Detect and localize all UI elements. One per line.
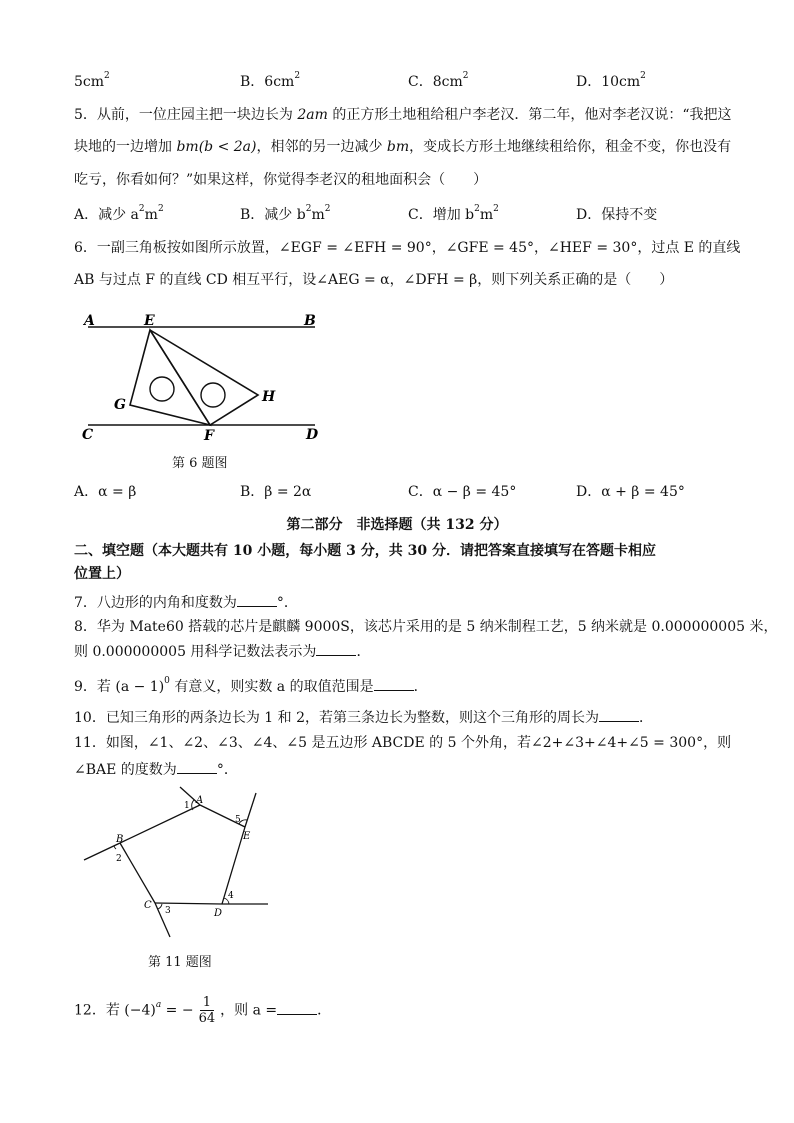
label-a: A — [84, 313, 95, 329]
q11-line-2: ∠BAE 的度数为 °． — [74, 759, 238, 780]
svg-text:E: E — [243, 831, 251, 842]
q12: 12．若 $(-4)^a$ = − $\frac{1}{64}$ ，则 a = ． — [74, 995, 332, 1026]
q8-line-2: 则 0.000000005 用科学记数法表示为 ． — [74, 641, 370, 662]
q6-option-b: B．β = 2α — [240, 484, 312, 500]
triangle-egf — [130, 330, 210, 425]
hole-right — [201, 383, 225, 407]
svg-text:C: C — [144, 900, 152, 911]
q4-option-d: D．$10cm^2$ — [576, 71, 646, 90]
q5-option-b: B．减少 $b^2m^2$ — [240, 204, 331, 223]
answer-blank — [177, 759, 217, 774]
svg-text:D: D — [214, 908, 223, 919]
q6-caption: 第 6 题图 — [172, 456, 228, 471]
hole-left — [150, 377, 174, 401]
label-d: D — [306, 427, 319, 443]
q6-line-1: 6．一副三角板按如图所示放置，∠EGF = ∠EFH = 90°，∠GFE = 45°，∠HEF = 30°，过点 E 的直线 — [74, 240, 741, 256]
svg-text:1: 1 — [184, 801, 190, 811]
label-e: E — [144, 313, 155, 329]
q5-line-2: 块地的一边增加 bm(b < 2a)，相邻的另一边减少 bm，变成长方形土地继续租给你，租金不变，你也没有 — [74, 139, 732, 155]
q5-line-3: 吃亏，你看如何？”如果这样，你觉得李老汉的租地面积会（ ） — [74, 172, 488, 188]
section-heading-line-2: 位置上） — [74, 566, 130, 582]
section-heading-line-1: 二、填空题（本大题共有 10 小题，每小题 3 分，共 30 分．请把答案直接填写在答题卡相应 — [74, 543, 656, 559]
q7: 7．八边形的内角和度数为 °． — [74, 592, 298, 613]
label-h: H — [262, 389, 276, 405]
q11-line-1: 11．如图，∠1、∠2、∠3、∠4、∠5 是五边形 ABCDE 的 5 个外角，若∠2+∠3+∠4+∠5 = 300°，则 — [74, 735, 732, 751]
label-g: G — [114, 397, 126, 413]
q5-option-c: C．增加 $b^2m^2$ — [408, 204, 499, 223]
answer-blank — [237, 592, 277, 607]
q5-option-a: A．减少 $a^2m^2$ — [74, 204, 164, 223]
q8-line-1: 8．华为 Mate60 搭载的芯片是麒麟 9000S，该芯片采用的是 5 纳米制程工艺，5 纳米就是 0.000000005 米， — [74, 619, 778, 635]
q6-line-2: AB 与过点 F 的直线 CD 相互平行，设∠AEG = α，∠DFH = β，则下列关系正确的是（ ） — [74, 272, 674, 288]
q6-option-d: D．α + β = 45° — [576, 484, 685, 500]
svg-text:5: 5 — [235, 815, 241, 825]
answer-blank — [599, 707, 639, 722]
svg-text:2: 2 — [116, 854, 122, 864]
q6-option-a: A．α = β — [74, 484, 137, 500]
label-b: B — [304, 313, 316, 329]
q11-figure — [80, 785, 280, 945]
q5-option-d: D．保持不变 — [576, 207, 658, 223]
answer-blank — [374, 676, 414, 691]
label-c: C — [82, 427, 94, 443]
q6-option-c: C．α − β = 45° — [408, 484, 517, 500]
q5-line-1: 5．从前，一位庄园主把一块边长为 2am 的正方形土地租给租户李老汉．第二年，他对李老汉说：“我把这 — [74, 107, 732, 123]
svg-text:A: A — [196, 795, 204, 806]
q6-figure — [80, 305, 330, 445]
answer-blank — [277, 1000, 317, 1015]
answer-blank — [316, 641, 356, 656]
q11-caption: 第 11 题图 — [148, 955, 212, 970]
q4-option-c: C．$8cm^2$ — [408, 71, 469, 90]
part2-title: 第二部分 非选择题（共 132 分） — [286, 517, 508, 533]
q10: 10．已知三角形的两条边长为 1 和 2，若第三条边长为整数，则这个三角形的周长为 ． — [74, 707, 653, 728]
svg-text:4: 4 — [228, 891, 234, 901]
q4-option-b: B．$6cm^2$ — [240, 71, 301, 90]
q4-option-a: $5cm^2$ — [74, 71, 110, 90]
svg-text:B: B — [116, 834, 124, 845]
q9: 9．若 $(a - 1)^0$ 有意义，则实数 a 的取值范围是 ． — [74, 676, 428, 695]
svg-text:3: 3 — [165, 906, 171, 916]
label-f: F — [204, 428, 214, 444]
